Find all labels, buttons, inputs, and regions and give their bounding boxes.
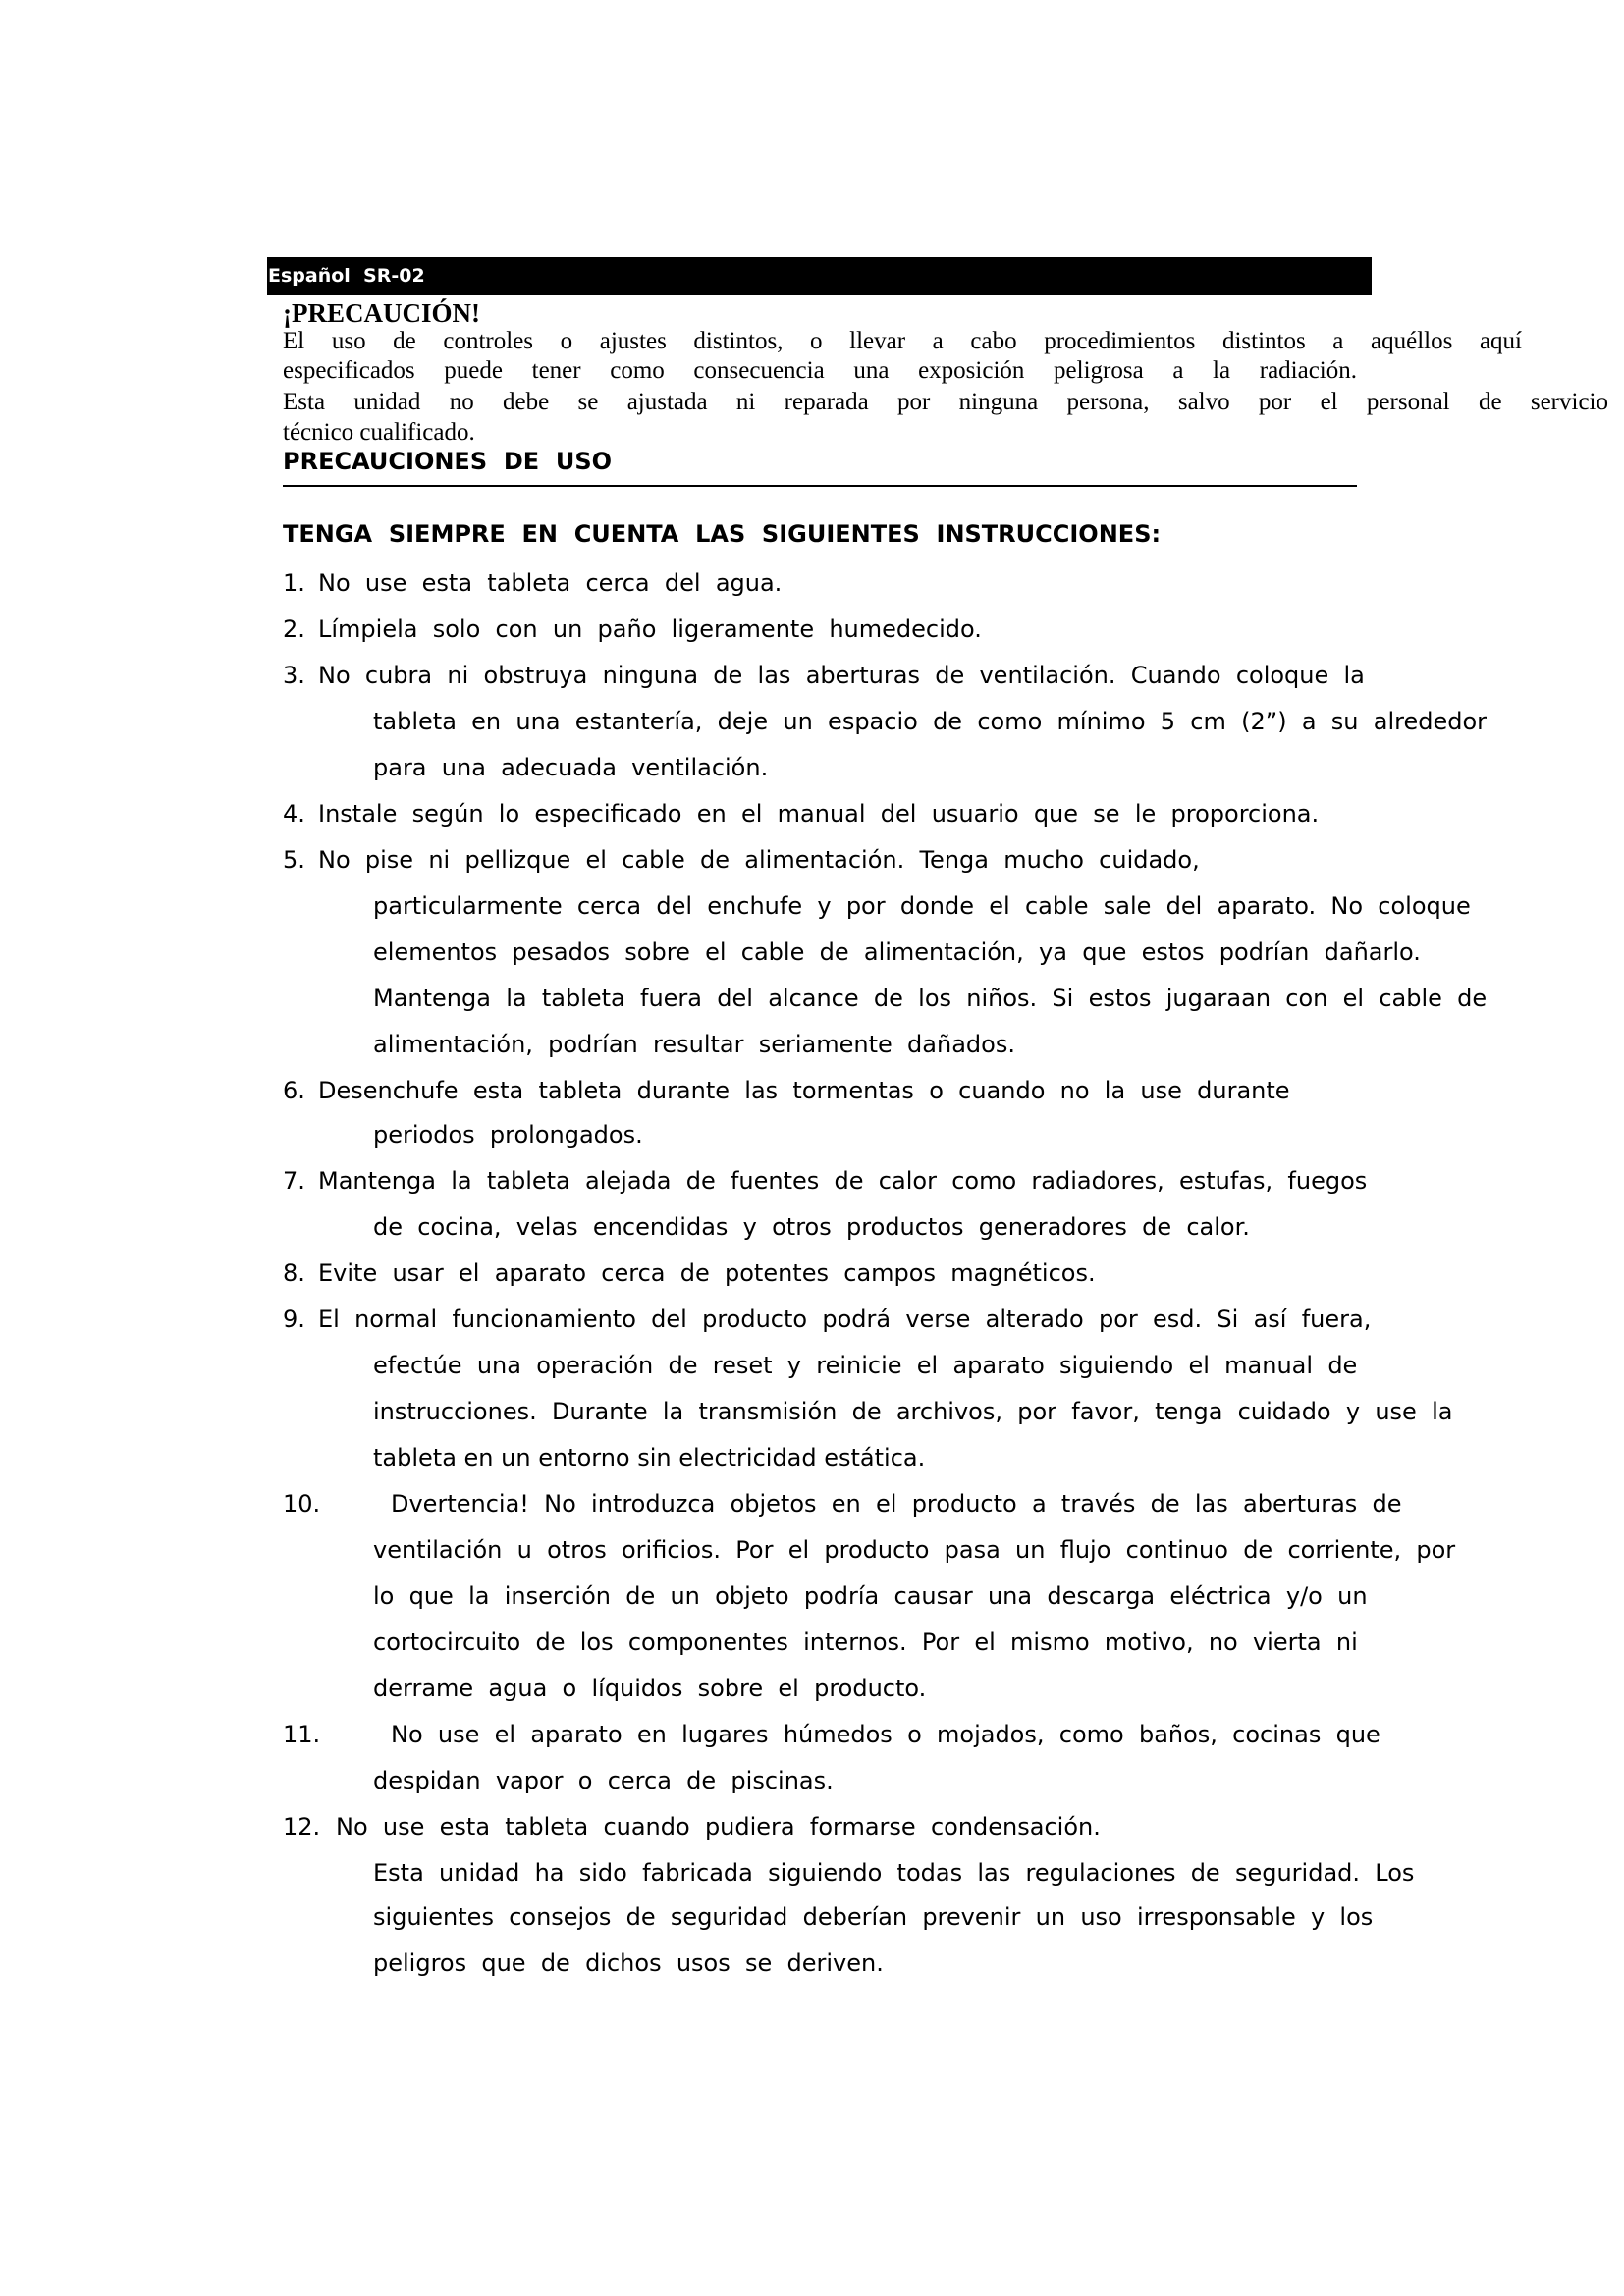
list-item-line: tableta en una estantería, deje un espacio de como mínimo 5 cm (2”) a su alrededor: [373, 708, 1488, 735]
list-item-line: siguientes consejos de seguridad deberían prevenir un uso irresponsable y los: [373, 1903, 1374, 1931]
list-item-line: Mantenga la tableta alejada de fuentes de calor como radiadores, estufas, fuegos: [318, 1167, 1368, 1195]
list-item-line: Límpiela solo con un paño ligeramente humedecido.: [318, 615, 982, 643]
header-label: Español SR-02: [268, 265, 425, 287]
list-item-number: 4.: [283, 800, 305, 828]
list-item-line: particularmente cerca del enchufe y por donde el cable sale del aparato. No coloque: [373, 892, 1471, 920]
list-item-line: despidan vapor o cerca de piscinas.: [373, 1767, 834, 1794]
list-item-line: No use esta tableta cerca del agua.: [318, 569, 783, 597]
list-item-number: 9.: [283, 1306, 305, 1333]
list-item-number: 1.: [283, 569, 305, 597]
list-item-line: ventilación u otros orificios. Por el producto pasa un flujo continuo de corriente, por: [373, 1536, 1456, 1564]
list-item-number: 11.: [283, 1721, 321, 1748]
list-item-line: El normal funcionamiento del producto podrá verse alterado por esd. Si así fuera,: [318, 1306, 1372, 1333]
list-item-line: No use el aparato en lugares húmedos o mojados, como baños, cocinas que: [391, 1721, 1380, 1748]
caution-line: Esta unidad no debe se ajustada ni reparada por ninguna persona, salvo por el personal de servicio: [283, 389, 1608, 415]
list-item-line: alimentación, podrían resultar seriamente dañados.: [373, 1031, 1015, 1058]
list-item-number: 10.: [283, 1490, 321, 1518]
instructions-title: TENGA SIEMPRE EN CUENTA LAS SIGUIENTES INSTRUCCIONES:: [283, 520, 1162, 548]
list-item-line: Dvertencia! No introduzca objetos en el producto a través de las aberturas de: [391, 1490, 1402, 1518]
list-item-line: Evite usar el aparato cerca de potentes campos magnéticos.: [318, 1259, 1096, 1287]
caution-line: especificados puede tener como consecuencia una exposición peligrosa a la radiación.: [283, 357, 1357, 384]
list-item-line: elementos pesados sobre el cable de alimentación, ya que estos podrían dañarlo.: [373, 938, 1421, 966]
list-item-number: 8.: [283, 1259, 305, 1287]
list-item-number: 12.: [283, 1813, 321, 1841]
list-item-line: para una adecuada ventilación.: [373, 754, 769, 781]
list-item-line: Instale según lo especificado en el manual del usuario que se le proporciona.: [318, 800, 1320, 828]
list-item-line: instrucciones. Durante la transmisión de archivos, por favor, tenga cuidado y use la: [373, 1398, 1453, 1425]
list-item-line: Esta unidad ha sido fabricada siguiendo todas las regulaciones de seguridad. Los: [373, 1859, 1415, 1887]
list-item-line: No cubra ni obstruya ninguna de las aberturas de ventilación. Cuando coloque la: [318, 662, 1365, 689]
list-item-line: peligros que de dichos usos se deriven.: [373, 1949, 884, 1977]
list-item-line: Mantenga la tableta fuera del alcance de los niños. Si estos jugaraan con el cable de: [373, 985, 1488, 1012]
list-item-line: periodos prolongados.: [373, 1121, 643, 1148]
list-item-line: Desenchufe esta tableta durante las tormentas o cuando no la use durante: [318, 1077, 1290, 1104]
list-item-number: 2.: [283, 615, 305, 643]
list-item-line: tableta en un entorno sin electricidad estática.: [373, 1444, 926, 1471]
caution-line: El uso de controles o ajustes distintos, o llevar a cabo procedimientos distintos a aquéllos aquí: [283, 328, 1522, 354]
caution-title: ¡PRECAUCIÓN!: [283, 298, 480, 328]
list-item-line: lo que la inserción de un objeto podría causar una descarga eléctrica y/o un: [373, 1582, 1368, 1610]
list-item-line: No use esta tableta cuando pudiera formarse condensación.: [336, 1813, 1101, 1841]
list-item-line: efectúe una operación de reset y reinicie el aparato siguiendo el manual de: [373, 1352, 1358, 1379]
list-item-line: derrame agua o líquidos sobre el producto.: [373, 1675, 927, 1702]
header-bar: [267, 257, 1372, 295]
list-item-line: cortocircuito de los componentes internos. Por el mismo motivo, no vierta ni: [373, 1629, 1358, 1656]
list-item-line: No pise ni pellizque el cable de alimentación. Tenga mucho cuidado,: [318, 846, 1200, 874]
caution-line: técnico cualificado.: [283, 419, 475, 446]
list-item-line: de cocina, velas encendidas y otros productos generadores de calor.: [373, 1213, 1250, 1241]
list-item-number: 7.: [283, 1167, 305, 1195]
section-divider: [283, 485, 1357, 487]
section-title: PRECAUCIONES DE USO: [283, 448, 613, 475]
list-item-number: 6.: [283, 1077, 305, 1104]
list-item-number: 5.: [283, 846, 305, 874]
list-item-number: 3.: [283, 662, 305, 689]
